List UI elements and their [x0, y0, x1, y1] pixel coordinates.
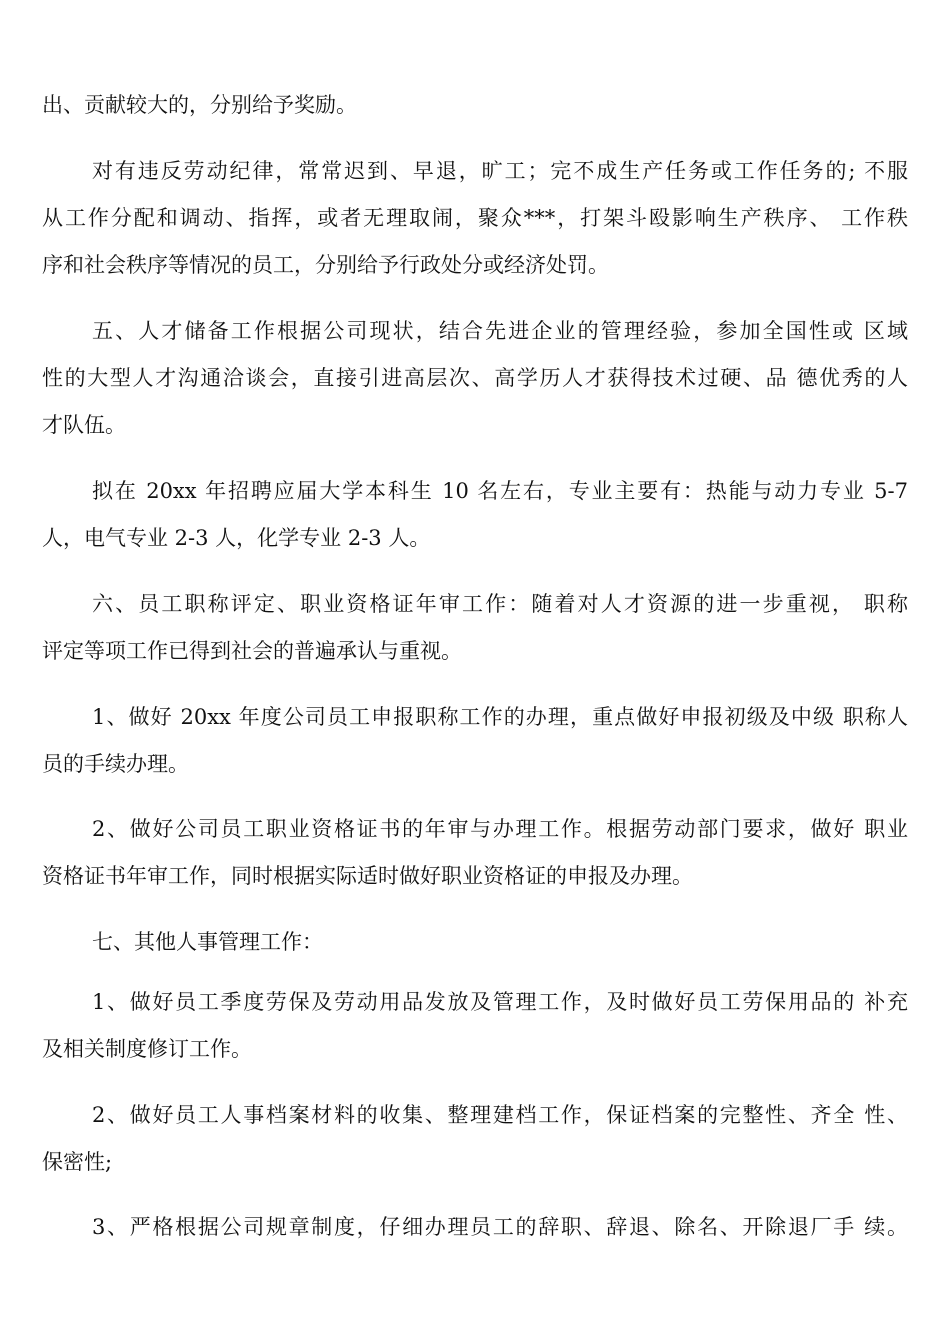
text-line: 1、做好 20xx 年度公司员工申报职称工作的办理，重点做好申报初级及中级 职称人 — [92, 705, 908, 729]
text-line: 1、做好员工季度劳保及劳动用品发放及管理工作，及时做好员工劳保用品的 补充 — [92, 990, 908, 1014]
text-line: 员的手续办理。 — [42, 752, 189, 776]
text-line: 才队伍。 — [42, 413, 126, 437]
text-line: 3、严格根据公司规章制度，仔细办理员工的辞职、辞退、除名、开除退厂手 续。 — [92, 1215, 908, 1239]
text-line: 六、员工职称评定、职业资格证年审工作：随着对人才资源的进一步重视， 职称 — [92, 592, 908, 616]
text-line: 保密性; — [42, 1150, 113, 1174]
text-line: 评定等项工作已得到社会的普遍承认与重视。 — [42, 639, 462, 663]
text-line: 2、做好公司员工职业资格证书的年审与办理工作。根据劳动部门要求，做好 职业 — [92, 817, 908, 841]
text-line: 从工作分配和调动、指挥，或者无理取闹，聚众***，打架斗殴影响生产秩序、 工作秩 — [42, 206, 908, 230]
section-heading: 七、其他人事管理工作： — [92, 930, 323, 954]
text-line: 人，电气专业 2-3 人，化学专业 2-3 人。 — [42, 526, 431, 550]
text-line: 2、做好员工人事档案材料的收集、整理建档工作，保证档案的完整性、齐全 性、 — [92, 1103, 908, 1127]
text-line: 性的大型人才沟通洽谈会，直接引进高层次、高学历人才获得技术过硬、品 德优秀的人 — [42, 366, 908, 390]
text-line: 五、人才储备工作根据公司现状，结合先进企业的管理经验，参加全国性或 区域 — [92, 319, 908, 343]
text-line: 拟在 20xx 年招聘应届大学本科生 10 名左右，专业主要有：热能与动力专业 5-7 — [92, 479, 908, 503]
text-line: 资格证书年审工作，同时根据实际适时做好职业资格证的申报及办理。 — [42, 864, 693, 888]
text-line: 及相关制度修订工作。 — [42, 1037, 252, 1061]
text-line: 对有违反劳动纪律，常常迟到、早退，旷工；完不成生产任务或工作任务的; 不服 — [92, 159, 908, 183]
text-line: 出、贡献较大的，分别给予奖励。 — [42, 93, 357, 117]
text-line: 序和社会秩序等情况的员工，分别给予行政处分或经济处罚。 — [42, 253, 609, 277]
